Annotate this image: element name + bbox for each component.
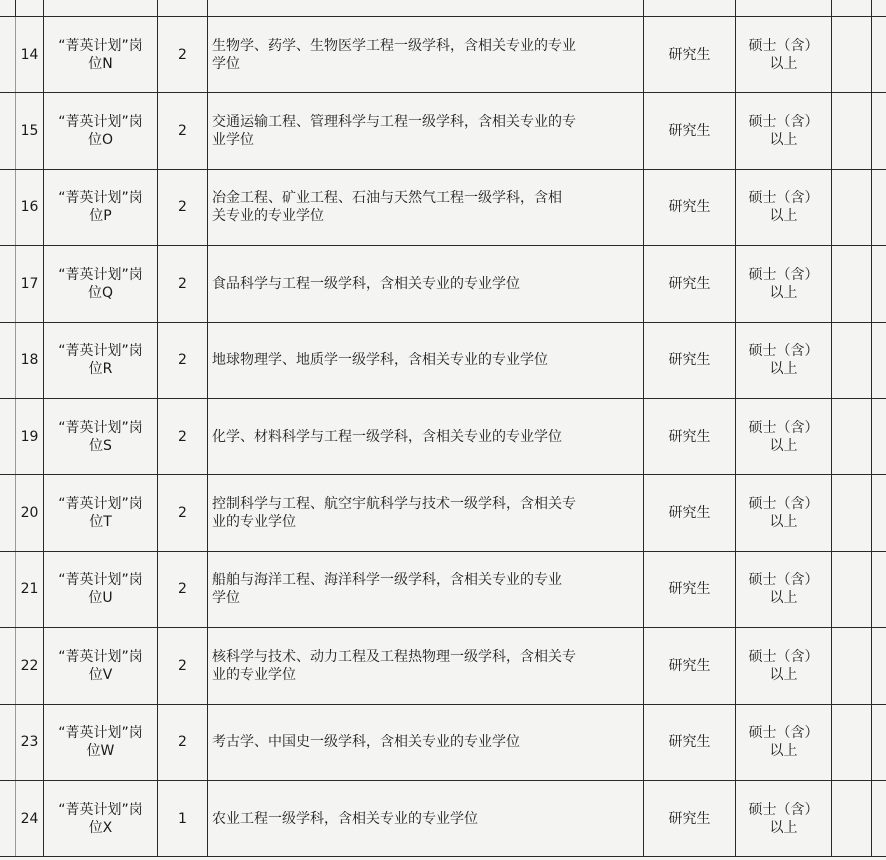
headcount <box>158 93 208 168</box>
degree-requirement-text: 硕士（含） 以上 <box>748 572 819 607</box>
row-number <box>16 399 44 474</box>
row-margin-cell <box>0 170 16 245</box>
headcount-text: 2 <box>178 275 187 292</box>
position-name <box>44 628 158 703</box>
degree-requirement-text: 硕士（含） 以上 <box>748 419 819 454</box>
major-requirement <box>208 17 644 92</box>
major-requirement <box>208 246 644 321</box>
education-requirement-text: 研究生 <box>668 581 711 598</box>
education-requirement <box>644 17 736 92</box>
degree-requirement-text: 硕士（含） 以上 <box>748 725 819 760</box>
row-number-text: 19 <box>20 428 39 445</box>
row-margin-cell <box>0 552 16 627</box>
row-margin-cell <box>0 399 16 474</box>
remarks-cell <box>832 93 872 168</box>
row-margin-cell <box>0 323 16 398</box>
row-number <box>16 705 44 780</box>
row-number <box>16 170 44 245</box>
major-requirement <box>208 552 644 627</box>
headcount-text: 2 <box>178 199 187 216</box>
position-name-text: “菁英计划”岗 位S <box>58 419 143 454</box>
remarks-cell <box>832 552 872 627</box>
education-requirement-text: 研究生 <box>668 428 711 445</box>
position-name <box>44 552 158 627</box>
headcount-text: 2 <box>178 657 187 674</box>
remarks-cell <box>832 705 872 780</box>
row-number-text: 16 <box>20 199 39 216</box>
table-row <box>0 169 886 245</box>
degree-requirement-text: 硕士（含） 以上 <box>748 190 819 225</box>
education-requirement <box>644 170 736 245</box>
education-requirement-text: 研究生 <box>668 199 711 216</box>
education-requirement <box>644 781 736 856</box>
position-name-text: “菁英计划”岗 位O <box>58 114 143 149</box>
remarks-cell <box>832 17 872 92</box>
position-name-text: “菁英计划”岗 位U <box>58 572 143 607</box>
remarks-cell <box>832 170 872 245</box>
row-number-text: 18 <box>20 352 39 369</box>
row-number-text: 22 <box>20 657 39 674</box>
headcount <box>158 399 208 474</box>
row-number <box>16 323 44 398</box>
major-requirement-text: 交通运输工程、管理科学与工程一级学科，含相关专业的专 业学位 <box>212 114 576 149</box>
row-margin-cell <box>0 781 16 856</box>
row-margin-cell <box>0 628 16 703</box>
row-number <box>16 246 44 321</box>
headcount <box>158 628 208 703</box>
major-requirement-text: 食品科学与工程一级学科，含相关专业的专业学位 <box>212 275 520 292</box>
education-requirement <box>644 399 736 474</box>
row-number-text: 21 <box>20 581 39 598</box>
education-requirement-text: 研究生 <box>668 275 711 292</box>
education-requirement <box>644 475 736 550</box>
education-requirement-text: 研究生 <box>668 46 711 63</box>
row-margin-cell <box>0 17 16 92</box>
major-requirement <box>208 93 644 168</box>
headcount <box>158 781 208 856</box>
row-number <box>16 628 44 703</box>
major-requirement-text: 冶金工程、矿业工程、石油与天然气工程一级学科，含相 关专业的专业学位 <box>212 190 562 225</box>
remarks-cell <box>832 628 872 703</box>
position-name-text: “菁英计划”岗 位Q <box>58 266 143 301</box>
education-requirement-text: 研究生 <box>668 657 711 674</box>
degree-requirement <box>736 323 832 398</box>
headcount <box>158 475 208 550</box>
position-name <box>44 246 158 321</box>
remarks-cell <box>832 399 872 474</box>
row-margin-cell <box>0 246 16 321</box>
education-requirement <box>644 705 736 780</box>
row-number-text: 17 <box>20 275 39 292</box>
degree-requirement <box>736 552 832 627</box>
table-row <box>0 322 886 398</box>
degree-requirement-text: 硕士（含） 以上 <box>748 496 819 531</box>
headcount-text: 2 <box>178 46 187 63</box>
headcount <box>158 17 208 92</box>
headcount <box>158 705 208 780</box>
position-name <box>44 170 158 245</box>
headcount <box>158 552 208 627</box>
table-top-cutoff <box>0 0 886 16</box>
position-name-text: “菁英计划”岗 位N <box>58 37 143 72</box>
major-requirement-text: 控制科学与工程、航空宇航科学与技术一级学科，含相关专 业的专业学位 <box>212 496 576 531</box>
major-requirement-text: 船舶与海洋工程、海洋科学一级学科，含相关专业的专业 学位 <box>212 572 562 607</box>
remarks-cell <box>832 475 872 550</box>
education-requirement-text: 研究生 <box>668 810 711 827</box>
table-row <box>0 16 886 92</box>
position-name <box>44 17 158 92</box>
position-name <box>44 475 158 550</box>
degree-requirement <box>736 781 832 856</box>
degree-requirement <box>736 17 832 92</box>
education-requirement-text: 研究生 <box>668 123 711 140</box>
major-requirement-text: 考古学、中国史一级学科，含相关专业的专业学位 <box>212 734 520 751</box>
position-name <box>44 93 158 168</box>
row-margin-cell <box>0 705 16 780</box>
table-row <box>0 704 886 780</box>
row-number-text: 20 <box>20 505 39 522</box>
row-number <box>16 781 44 856</box>
degree-requirement-text: 硕士（含） 以上 <box>748 266 819 301</box>
education-requirement-text: 研究生 <box>668 505 711 522</box>
degree-requirement <box>736 170 832 245</box>
major-requirement <box>208 781 644 856</box>
position-name-text: “菁英计划”岗 位X <box>58 801 143 836</box>
major-requirement-text: 农业工程一级学科，含相关专业的专业学位 <box>212 810 478 827</box>
major-requirement-text: 生物学、药学、生物医学工程一级学科，含相关专业的专业 学位 <box>212 37 576 72</box>
degree-requirement <box>736 399 832 474</box>
major-requirement <box>208 705 644 780</box>
row-margin-cell <box>0 475 16 550</box>
education-requirement <box>644 628 736 703</box>
degree-requirement <box>736 475 832 550</box>
row-margin-cell <box>0 93 16 168</box>
headcount <box>158 170 208 245</box>
major-requirement <box>208 475 644 550</box>
table-bottom-border <box>0 856 886 857</box>
degree-requirement-text: 硕士（含） 以上 <box>748 648 819 683</box>
table-row <box>0 551 886 627</box>
position-name-text: “菁英计划”岗 位V <box>58 648 143 683</box>
education-requirement <box>644 246 736 321</box>
table-row <box>0 245 886 321</box>
table-row <box>0 92 886 168</box>
table-row <box>0 780 886 856</box>
headcount-text: 1 <box>178 810 187 827</box>
position-name-text: “菁英计划”岗 位P <box>58 190 143 225</box>
table-row <box>0 474 886 550</box>
education-requirement <box>644 93 736 168</box>
row-number-text: 15 <box>20 123 39 140</box>
position-name <box>44 323 158 398</box>
remarks-cell <box>832 781 872 856</box>
remarks-cell <box>832 246 872 321</box>
degree-requirement-text: 硕士（含） 以上 <box>748 114 819 149</box>
major-requirement-text: 核科学与技术、动力工程及工程热物理一级学科，含相关专 业的专业学位 <box>212 648 576 683</box>
headcount-text: 2 <box>178 734 187 751</box>
headcount <box>158 323 208 398</box>
row-number-text: 14 <box>20 46 39 63</box>
degree-requirement <box>736 93 832 168</box>
major-requirement <box>208 170 644 245</box>
position-name <box>44 705 158 780</box>
degree-requirement <box>736 628 832 703</box>
degree-requirement <box>736 705 832 780</box>
headcount-text: 2 <box>178 581 187 598</box>
education-requirement-text: 研究生 <box>668 352 711 369</box>
major-requirement <box>208 399 644 474</box>
table-row <box>0 398 886 474</box>
major-requirement-text: 地球物理学、地质学一级学科，含相关专业的专业学位 <box>212 352 548 369</box>
position-name <box>44 781 158 856</box>
position-name-text: “菁英计划”岗 位W <box>58 725 143 760</box>
education-requirement <box>644 323 736 398</box>
table-row <box>0 627 886 703</box>
major-requirement <box>208 323 644 398</box>
education-requirement <box>644 552 736 627</box>
headcount-text: 2 <box>178 123 187 140</box>
degree-requirement <box>736 246 832 321</box>
row-number <box>16 552 44 627</box>
degree-requirement-text: 硕士（含） 以上 <box>748 343 819 378</box>
degree-requirement-text: 硕士（含） 以上 <box>748 37 819 72</box>
row-number-text: 23 <box>20 734 39 751</box>
row-number <box>16 93 44 168</box>
position-name <box>44 399 158 474</box>
headcount-text: 2 <box>178 428 187 445</box>
education-requirement-text: 研究生 <box>668 734 711 751</box>
major-requirement-text: 化学、材料科学与工程一级学科，含相关专业的专业学位 <box>212 428 562 445</box>
headcount-text: 2 <box>178 505 187 522</box>
row-number-text: 24 <box>20 810 39 827</box>
degree-requirement-text: 硕士（含） 以上 <box>748 801 819 836</box>
row-number <box>16 475 44 550</box>
remarks-cell <box>832 323 872 398</box>
headcount-text: 2 <box>178 352 187 369</box>
position-name-text: “菁英计划”岗 位T <box>58 496 143 531</box>
row-number <box>16 17 44 92</box>
major-requirement <box>208 628 644 703</box>
headcount <box>158 246 208 321</box>
position-name-text: “菁英计划”岗 位R <box>58 343 143 378</box>
